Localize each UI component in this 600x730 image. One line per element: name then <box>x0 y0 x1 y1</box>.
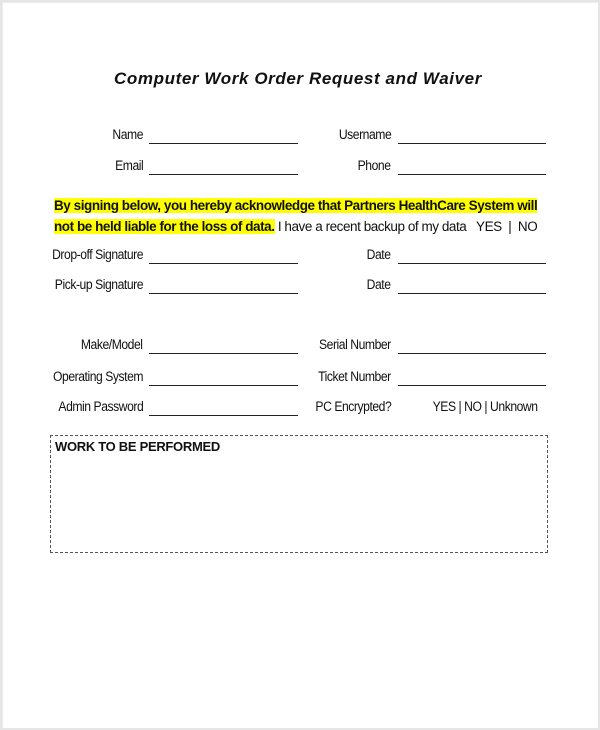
dropoff-date-field[interactable] <box>398 263 546 264</box>
backup-question[interactable]: I have a recent backup of my data YES | NO <box>274 219 538 234</box>
admin-password-label: Admin Password <box>58 399 143 414</box>
dropoff-signature-label: Drop-off Signature <box>52 247 143 262</box>
document-title: Computer Work Order Request and Waiver <box>114 69 482 88</box>
waiver-statement <box>54 195 554 237</box>
pickup-date-label: Date <box>367 277 391 292</box>
waiver-highlight: By signing below, you hereby acknowledge that Partners HealthCare System will not be held liable for the loss of data. <box>54 198 538 234</box>
email-field[interactable] <box>149 174 298 175</box>
admin-password-field[interactable] <box>149 415 298 416</box>
pc-encrypted-label: PC Encrypted? <box>315 399 391 414</box>
operating-system-label: Operating System <box>52 369 143 384</box>
ticket-number-label: Ticket Number <box>318 369 391 384</box>
name-field[interactable] <box>149 143 298 144</box>
serial-number-field[interactable] <box>398 353 546 354</box>
username-label: Username <box>338 127 391 142</box>
serial-number-label: Serial Number <box>319 337 391 352</box>
pickup-signature-field[interactable] <box>149 293 298 294</box>
operating-system-field[interactable] <box>149 385 298 386</box>
pickup-signature-label: Pick-up Signature <box>54 277 143 292</box>
document-page <box>2 2 598 728</box>
work-to-be-performed-box[interactable] <box>50 435 548 553</box>
name-label: Name <box>112 127 143 142</box>
phone-field[interactable] <box>398 174 546 175</box>
dropoff-date-label: Date <box>367 247 391 262</box>
make-model-label: Make/Model <box>81 337 143 352</box>
phone-label: Phone <box>358 158 391 173</box>
make-model-field[interactable] <box>149 353 298 354</box>
ticket-number-field[interactable] <box>398 385 546 386</box>
work-box-title: WORK TO BE PERFORMED <box>55 439 220 454</box>
dropoff-signature-field[interactable] <box>149 263 298 264</box>
username-field[interactable] <box>398 143 546 144</box>
pickup-date-field[interactable] <box>398 293 546 294</box>
email-label: Email <box>114 158 143 173</box>
pc-encrypted-options[interactable]: YES | NO | Unknown <box>433 399 538 414</box>
